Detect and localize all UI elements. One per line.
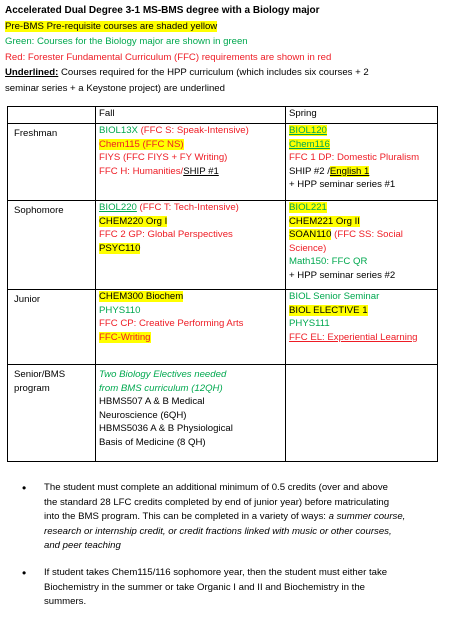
course-biol220: BIOL220 [99, 202, 137, 213]
course-biol-elective-1: BIOL ELECTIVE 1 [289, 304, 368, 316]
note-2-line-2: Biochemistry in the summer or take Organic I and II and Biochemistry in the [44, 581, 365, 593]
page-title: Accelerated Dual Degree 3-1 MS-BMS degree with a Biology major [5, 5, 320, 16]
course-chem115: Chem115 (FFC NS) [99, 138, 184, 150]
row-label-senior [8, 365, 96, 462]
course-hbms5036-cont: Basis of Medicine (8 QH) [99, 436, 206, 448]
ffc-writing: FFC-Writing [99, 331, 151, 343]
note-1-line-1: The student must complete an additional minimum of 0.5 credits (over and above [44, 482, 388, 493]
separator-text: / [324, 165, 330, 177]
course-phys111: PHYS111 [289, 318, 330, 330]
header [5, 3, 467, 96]
course-chem221: CHEM221 Org II [289, 215, 360, 227]
course-fiys: FIYS (FFC FIYS + FY Writing) [99, 152, 228, 164]
ffc-creative-performing-arts: FFC CP: Creative Performing Arts [99, 318, 244, 330]
notes-list [22, 481, 462, 620]
note-1-line-2: the standard 28 LFC credits completed by end of junior year) before matriculating [44, 496, 390, 508]
course-hbms507: HBMS507 A & B Medical [99, 396, 205, 408]
ffc-social-science: (FFC SS: Social [331, 229, 403, 241]
biology-electives-note-2: from BMS curriculum (12QH) [99, 382, 223, 394]
course-chem116: Chem116 [289, 138, 330, 150]
row-label-sophomore: Sophomore [8, 201, 96, 290]
course-biol221: BIOL221 [289, 202, 327, 213]
table-row-senior [8, 365, 438, 462]
junior-fall-cell [96, 290, 286, 365]
hpp-seminar-1: + HPP seminar series #1 [289, 179, 396, 191]
legend-underlined-text-2: seminar series + a Keystone project) are underlined [5, 82, 225, 94]
table-row-freshman [8, 124, 438, 201]
note-1-line-5: and peer teaching [44, 540, 121, 552]
course-biol13x: BIOL13X [99, 125, 138, 136]
course-chem220: CHEM220 Org I [99, 215, 168, 227]
note-1-line-3-italic: a summer course, [328, 511, 406, 523]
legend-red: Red: Forester Fundamental Curriculum (FFC) requirements are shown in red [5, 51, 332, 63]
legend-underlined-label: Underlined: [5, 67, 59, 78]
course-psyc110: PSYC110 [99, 242, 141, 254]
ffc-domestic-pluralism: FFC 1 DP: Domestic Pluralism [289, 152, 420, 164]
course-hbms507-cont: Neuroscience (6QH) [99, 409, 187, 421]
legend-underlined-text: Courses required for the HPP curriculum (which includes six courses + 2 [58, 67, 369, 78]
ffc-humanities: FFC H: Humanities/ [99, 165, 184, 177]
ffc-experiential-learning: FFC EL: Experiential Learning [289, 331, 418, 343]
ffc-speak-intensive: (FFC S: Speak-Intensive) [137, 125, 249, 136]
course-ship-1: SHIP #1 [183, 165, 219, 177]
course-phys110: PHYS110 [99, 304, 141, 316]
column-header-fall: Fall [96, 107, 286, 124]
note-2-line-3: summers. [44, 596, 87, 608]
column-header-spring: Spring [286, 107, 438, 124]
ffc-tech-intensive: (FFC T: Tech-Intensive) [136, 202, 239, 213]
hpp-seminar-2: + HPP seminar series #2 [289, 269, 396, 281]
bullet-icon: • [22, 565, 27, 580]
legend-yellow: Pre-BMS Pre-requisite courses are shaded yellow [5, 20, 218, 32]
senior-fall-cell [96, 365, 286, 462]
sophomore-fall-cell [96, 201, 286, 290]
curriculum-table [7, 106, 438, 462]
note-1-line-4: research or internship credit, or credit fractions linked with music or other courses, [44, 525, 392, 537]
row-label-senior-line1: Senior/BMS [14, 369, 66, 380]
ffc-social-science-cont: Science) [289, 242, 327, 254]
table-corner-cell [8, 107, 96, 124]
course-soan110: SOAN110 [289, 229, 332, 241]
senior-spring-cell [286, 365, 438, 462]
course-math150: Math150: FFC QR [289, 256, 368, 268]
ffc-global-perspectives: FFC 2 GP: Global Perspectives [99, 229, 233, 241]
freshman-fall-cell [96, 124, 286, 201]
sophomore-spring-cell [286, 201, 438, 290]
list-item [22, 566, 462, 610]
course-biol120: BIOL120 [289, 125, 327, 136]
course-ship-2: SHIP #2 [289, 165, 325, 177]
bullet-icon: • [22, 481, 27, 495]
row-label-freshman: Freshman [8, 124, 96, 201]
legend-green: Green: Courses for the Biology major are shown in green [5, 36, 248, 47]
course-chem300: CHEM300 Biochem [99, 291, 184, 302]
note-1-line-3: into the BMS program. This can be completed in a variety of ways: [44, 511, 329, 523]
table-header-row [8, 107, 438, 124]
note-2-line-1: If student takes Chem115/116 sophomore year, then the student must either take [44, 566, 388, 578]
table-row-junior [8, 290, 438, 365]
row-label-senior-line2: program [14, 382, 50, 394]
biology-electives-note: Two Biology Electives needed [99, 369, 227, 380]
course-english-1: English 1 [329, 165, 370, 177]
row-label-junior: Junior [8, 290, 96, 365]
freshman-spring-cell [286, 124, 438, 201]
course-biol-senior-seminar: BIOL Senior Seminar [289, 291, 380, 302]
table-row-sophomore [8, 201, 438, 290]
junior-spring-cell [286, 290, 438, 365]
course-hbms5036: HBMS5036 A & B Physiological [99, 423, 233, 435]
list-item [22, 481, 462, 554]
